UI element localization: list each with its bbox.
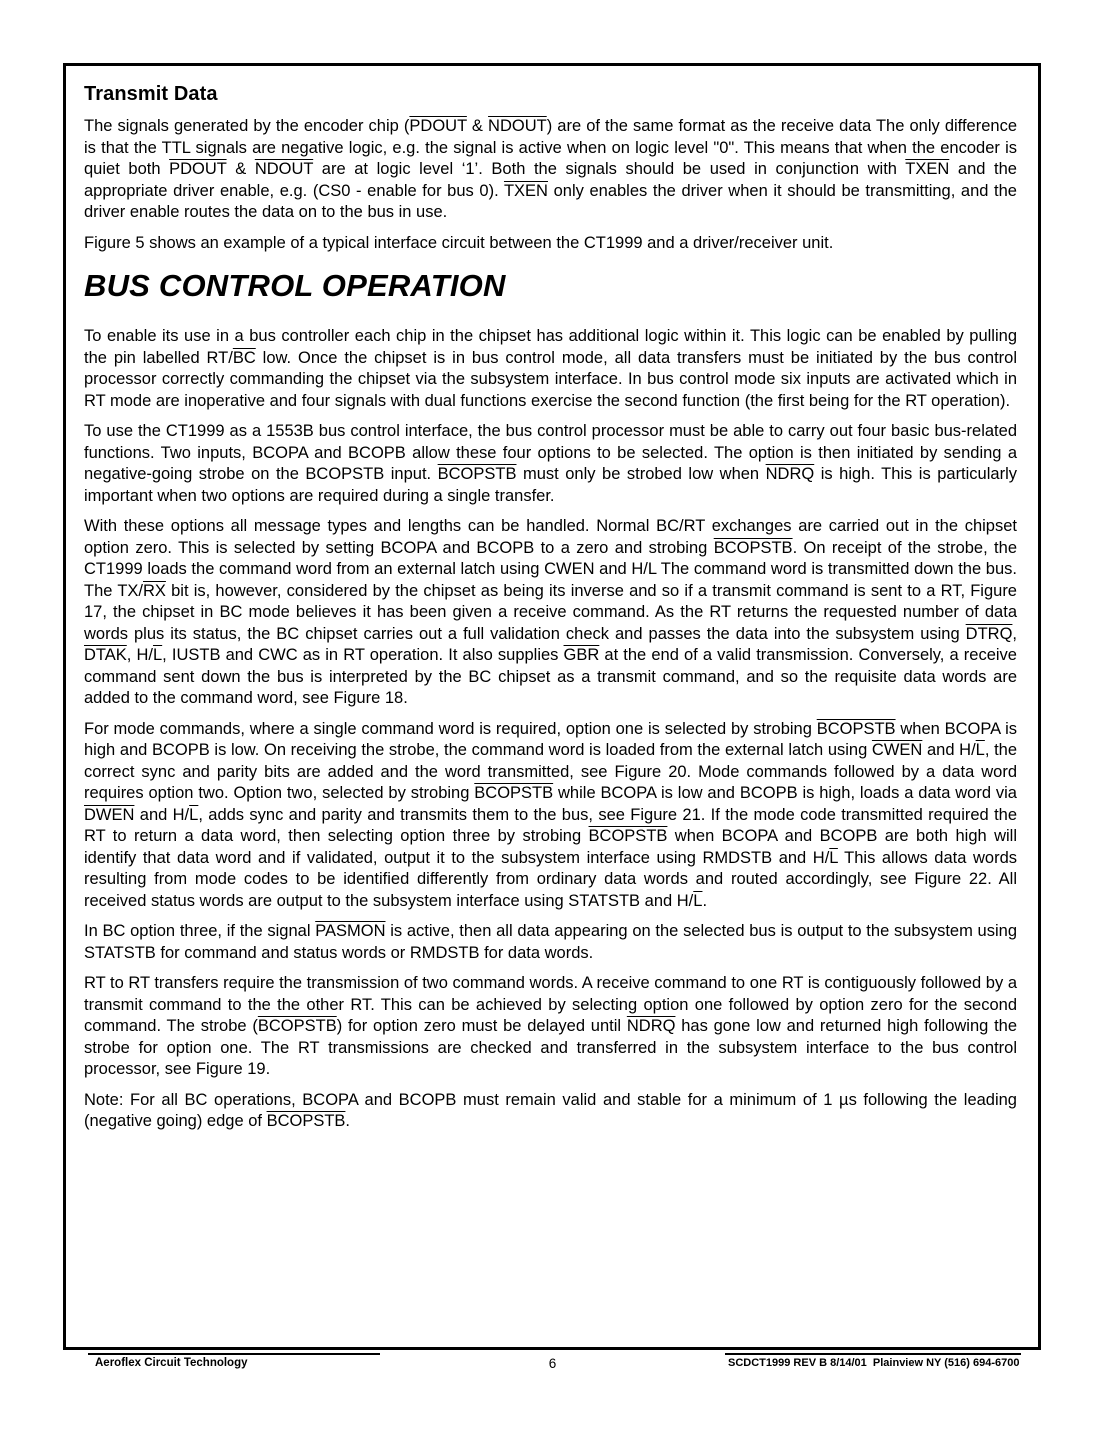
text-run: bit is, however, considered by the chipset as being its inverse and so if a transmit command is sent to a RT, Figure 17, the chipset in BC mode believes it has been given a receive command. As the RT returns the requested number of data words plus its status, the BC chipset carries out a full validation check and passes the data into the subsystem using — [84, 581, 1017, 643]
text-run: RT to RT transfers require the transmission of two command words. A receive command to one RT is contiguously followed by a transmit command to the the other RT. This can be achieved by selecting option one followed by option zero for the second command. The strobe ( — [84, 974, 1017, 1035]
overbar-signal-name: CWEN — [871, 741, 923, 759]
overbar-signal-name: BCOPSTB — [713, 538, 793, 557]
text-run: has gone low and returned high following the strobe for option one. The RT transmissions are checked and transferred in the subsystem interface to the bus control processor, see Figure 19. — [84, 1017, 1018, 1078]
footer-doc-ref: SCDCT1999 REV B 8/14/01 Plainview NY (516) 694-6700 — [725, 1353, 1021, 1369]
overbar-signal-name: TXEN — [905, 160, 950, 178]
heading-transmit-data: Transmit Data — [84, 83, 218, 105]
overbar-signal-name: NDOUT — [488, 117, 547, 135]
overbar-signal-name: NDOUT — [254, 160, 314, 178]
overbar-signal-name: $\overline{BC}$ — [232, 348, 256, 367]
footer-page-number: 6 — [548, 1356, 557, 1371]
text-run: . — [702, 891, 708, 910]
bus-control-section — [84, 326, 1017, 1133]
text-run: The signals generated by the encoder chip ( — [84, 117, 410, 135]
text-run: is high. This is particularly important when two options are required during a single transfer. — [84, 465, 1017, 505]
text-run: To enable its use in a bus controller each chip in the chipset has additional logic within it. This logic can be enabled by pulling the pin labelled RT/ — [84, 327, 1017, 367]
text-run: & — [466, 117, 489, 135]
paragraph — [84, 1090, 1017, 1133]
overbar-signal-name: $\overline{RX}$ — [143, 581, 166, 600]
text-run: , — [1012, 624, 1017, 643]
text-run: , H/ — [126, 646, 153, 664]
text-run: must only be strobed low when — [516, 465, 766, 483]
overbar-signal-name: BCOPSTB — [266, 1112, 346, 1130]
overbar-signal-name: NDRQ — [765, 465, 815, 483]
text-run: ) for option zero must be delayed until — [336, 1017, 627, 1035]
text-run: Figure 5 shows an example of a typical interface circuit between the CT1999 and a driver/receiver unit. — [84, 233, 834, 252]
text-run: and the appropriate driver enable, e.g. (CS0 - enable for bus 0). — [84, 160, 1017, 200]
paragraph — [84, 973, 1017, 1081]
overbar-signal-name: PDOUT — [169, 160, 227, 178]
text-run: and H/ — [922, 741, 976, 759]
text-run: when BCOPA is high and BCOPB is low. On receiving the strobe, the command word is loaded from the external latch using — [84, 719, 1017, 759]
overbar-signal-name: PASMON — [315, 922, 386, 940]
text-run: are at logic level ‘1’. Both the signals should be used in conjunction with — [313, 160, 906, 178]
overbar-signal-name: DTAK — [84, 646, 127, 664]
text-run: , adds sync and parity and transmits them to the bus, see Figure 21. If the mode code transmitted required the RT to return a data word, then selecting option three by strobing — [84, 805, 1018, 845]
text-run: Note: For all BC operations, BCOPA and BCOPB must remain valid and stable for a minimum of 1 µs following the leading (negative going) edge of — [84, 1090, 1017, 1130]
paragraph — [84, 421, 1017, 507]
overbar-signal-name: $\overline{L}$ — [152, 646, 163, 664]
overbar-signal-name: DTRQ — [965, 624, 1013, 643]
overbar-signal-name: $\overline{L}$ — [693, 891, 703, 910]
overbar-signal-name: $\overline{L}$ — [975, 741, 985, 759]
text-run: and H/ — [134, 805, 190, 824]
overbar-signal-name: DWEN — [84, 805, 135, 824]
overbar-signal-name: BCOPSTB — [816, 719, 896, 738]
overbar-signal-name: PDOUT — [409, 117, 467, 135]
text-run: & — [226, 160, 255, 178]
overbar-signal-name: $\overline{L}$ — [189, 805, 199, 824]
overbar-signal-name: BCOPSTB — [474, 784, 554, 802]
paragraph — [84, 719, 1017, 913]
text-run: only enables the driver when it should be transmitting, and the driver enable routes the data on to the bus in use. — [84, 181, 1017, 221]
text-run: To use the CT1999 as a 1553B bus control interface, the bus control processor must be able to carry out four basic bus-related functions. Two inputs, BCOPA and BCOPB allow these four options to be selected. The option is then initiated by sending a negative-going strobe on the BCOPSTB input. — [84, 422, 1017, 483]
text-run: This allows data words resulting from mode codes to be identified differently from ordinary data words and routed accordingly, see Figure 22. All received status words are output to the subsystem interface using STATSTB and H/ — [84, 848, 1017, 910]
heading-bus-control-operation: BUS CONTROL OPERATION — [84, 268, 506, 303]
text-run: With these options all message types and lengths can be handled. Normal BC/RT exchanges are carried out in the chipset option zero. This is selected by setting BCOPA and BCOPB to a zero and strobing — [84, 517, 1017, 557]
text-run: In BC option three, if the signal — [84, 922, 316, 940]
overbar-signal-name: $\overline{L}$ — [829, 848, 838, 867]
text-run: is active, then all data appearing on the selected bus is output to the subsystem using STATSTB for command and status words or RMDSTB for data words. — [84, 922, 1018, 962]
text-run: at the end of a valid transmission. Conversely, a receive command sent down the bus is interpreted by the BC chipset as a transmit command, and so the requisite data words are added to the command word, see Figure 18. — [84, 646, 1017, 707]
overbar-signal-name: BCOPSTB — [588, 827, 668, 845]
overbar-signal-name: $\overline{GBR}$ — [563, 646, 600, 664]
footer-company: Aeroflex Circuit Technology — [88, 1353, 380, 1369]
text-run: ) are of the same format as the receive data The only difference is that the TTL signals are negative logic, e.g. the signal is active when on logic level "0". This means that when the encoder is quiet both — [84, 117, 1017, 178]
text-run: , the correct sync and parity bits are added and the word transmitted, see Figure 20. Mode commands followed by a data word requires option two. Option two, selected by strobing — [84, 741, 1018, 802]
overbar-signal-name: NDRQ — [626, 1017, 676, 1035]
text-run: For mode commands, where a single command word is required, option one is selected by strobing — [84, 719, 817, 738]
text-run: . On receipt of the strobe, the CT1999 loads the command word from an external latch using CWEN and H/L The command word is transmitted down the bus. The TX/ — [84, 538, 1017, 600]
paragraph — [84, 233, 1017, 255]
paragraph — [84, 326, 1017, 412]
paragraph — [84, 516, 1017, 710]
text-run: when BCOPA and BCOPB are both high will identify that data word and if validated, output it to the subsystem interface using RMDSTB and H/ — [84, 827, 1017, 867]
transmit-data-section — [84, 116, 1017, 254]
overbar-signal-name: TXEN — [503, 181, 548, 200]
paragraph — [84, 921, 1017, 964]
text-run: while BCOPA is low and BCOPB is high, loads a data word via — [553, 784, 1017, 802]
text-run: , IUSTB and CWC as in RT operation. It also supplies — [162, 646, 564, 664]
overbar-signal-name: BCOPSTB — [437, 465, 517, 483]
text-run: . — [345, 1112, 351, 1130]
content-frame — [63, 63, 1041, 1350]
text-run: low. Once the chipset is in bus control mode, all data transfers must be initiated by the bus control processor correctly commanding the chipset via the subsystem interface. In bus control mode six inputs are activated which in RT mode are inoperative and four signals with dual functions exercise the second function (the first being for the RT operation). — [84, 348, 1017, 410]
paragraph — [84, 116, 1017, 224]
overbar-signal-name: BCOPSTB — [257, 1017, 337, 1035]
